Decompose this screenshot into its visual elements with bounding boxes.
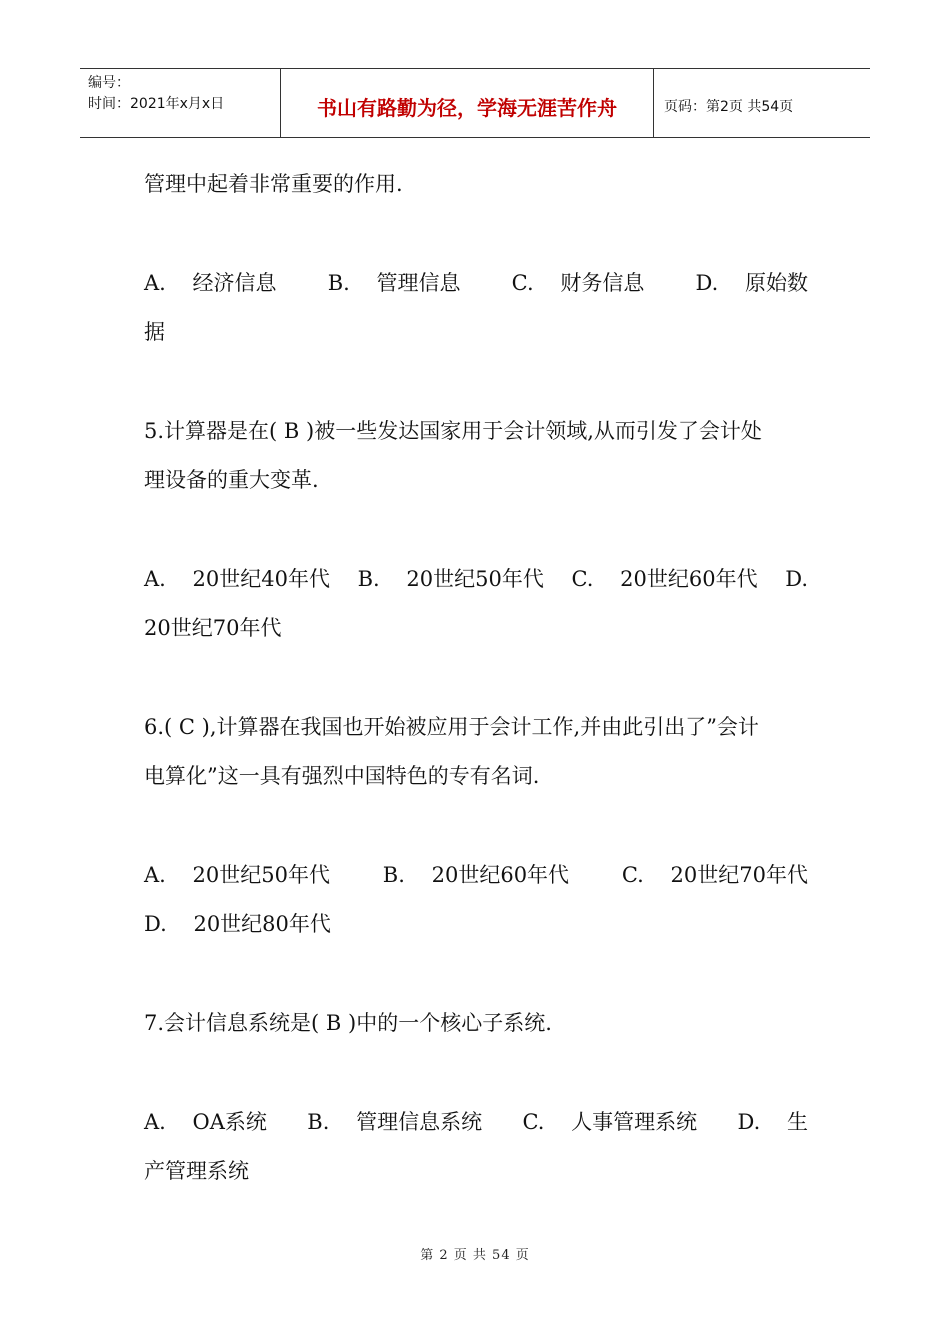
question-4-tail (144, 160, 808, 209)
options-wrap: 据 (144, 320, 165, 344)
option-b: B. 20世纪60年代 (382, 863, 570, 887)
options-wrap: 20世纪70年代 (144, 616, 282, 640)
options-row (144, 555, 808, 604)
time-label: 时间：2021年x月x日 (88, 96, 225, 112)
question-text: 5.计算器是在( B )被一些发达国家用于会计领域,从而引发了会计处 (144, 419, 762, 443)
option-d: D. (785, 567, 808, 591)
question-text: 7.会计信息系统是( B )中的一个核心子系统. (144, 1011, 552, 1035)
option-d: D. 生 (737, 1110, 808, 1134)
option-a: A. OA系统 (144, 1110, 267, 1134)
option-c: C. 20世纪70年代 (621, 863, 808, 887)
question-4-options (144, 259, 808, 357)
option-a: A. 20世纪50年代 (144, 863, 330, 887)
page-footer: 第 2 页 共 54 页 (420, 1248, 530, 1263)
question-6-options (144, 851, 808, 949)
option-a: A. 经济信息 (144, 271, 277, 295)
question-5 (144, 407, 808, 505)
page-header (80, 68, 870, 138)
header-motto: 书山有路勤为径，学海无涯苦作舟 (281, 69, 654, 137)
document-body (144, 160, 808, 1246)
question-text: 理设备的重大变革. (144, 468, 319, 492)
option-b: B. 管理信息系统 (307, 1110, 483, 1134)
question-text: 管理中起着非常重要的作用. (144, 172, 403, 196)
option-c: C. 财务信息 (511, 271, 645, 295)
options-wrap: D. 20世纪80年代 (144, 912, 331, 936)
options-wrap: 产管理系统 (144, 1159, 249, 1183)
options-row (144, 259, 808, 308)
option-b: B. 20世纪50年代 (357, 567, 544, 591)
header-meta (80, 69, 281, 137)
option-c: C. 20世纪60年代 (571, 567, 758, 591)
question-7 (144, 999, 808, 1048)
option-b: B. 管理信息 (327, 271, 461, 295)
question-text: 电算化”这一具有强烈中国特色的专有名词. (144, 764, 540, 788)
question-6 (144, 703, 808, 801)
question-5-options (144, 555, 808, 653)
option-c: C. 人事管理系统 (522, 1110, 698, 1134)
header-page-info: 页码：第2页 共54页 (664, 99, 794, 115)
question-text: 6.( C ),计算器在我国也开始被应用于会计工作,并由此引出了”会计 (144, 715, 759, 739)
options-row (144, 851, 808, 900)
question-7-options (144, 1098, 808, 1196)
number-label: 编号： (88, 75, 130, 91)
options-row (144, 1098, 808, 1147)
option-d: D. 原始数 (695, 271, 808, 295)
option-a: A. 20世纪40年代 (144, 567, 330, 591)
